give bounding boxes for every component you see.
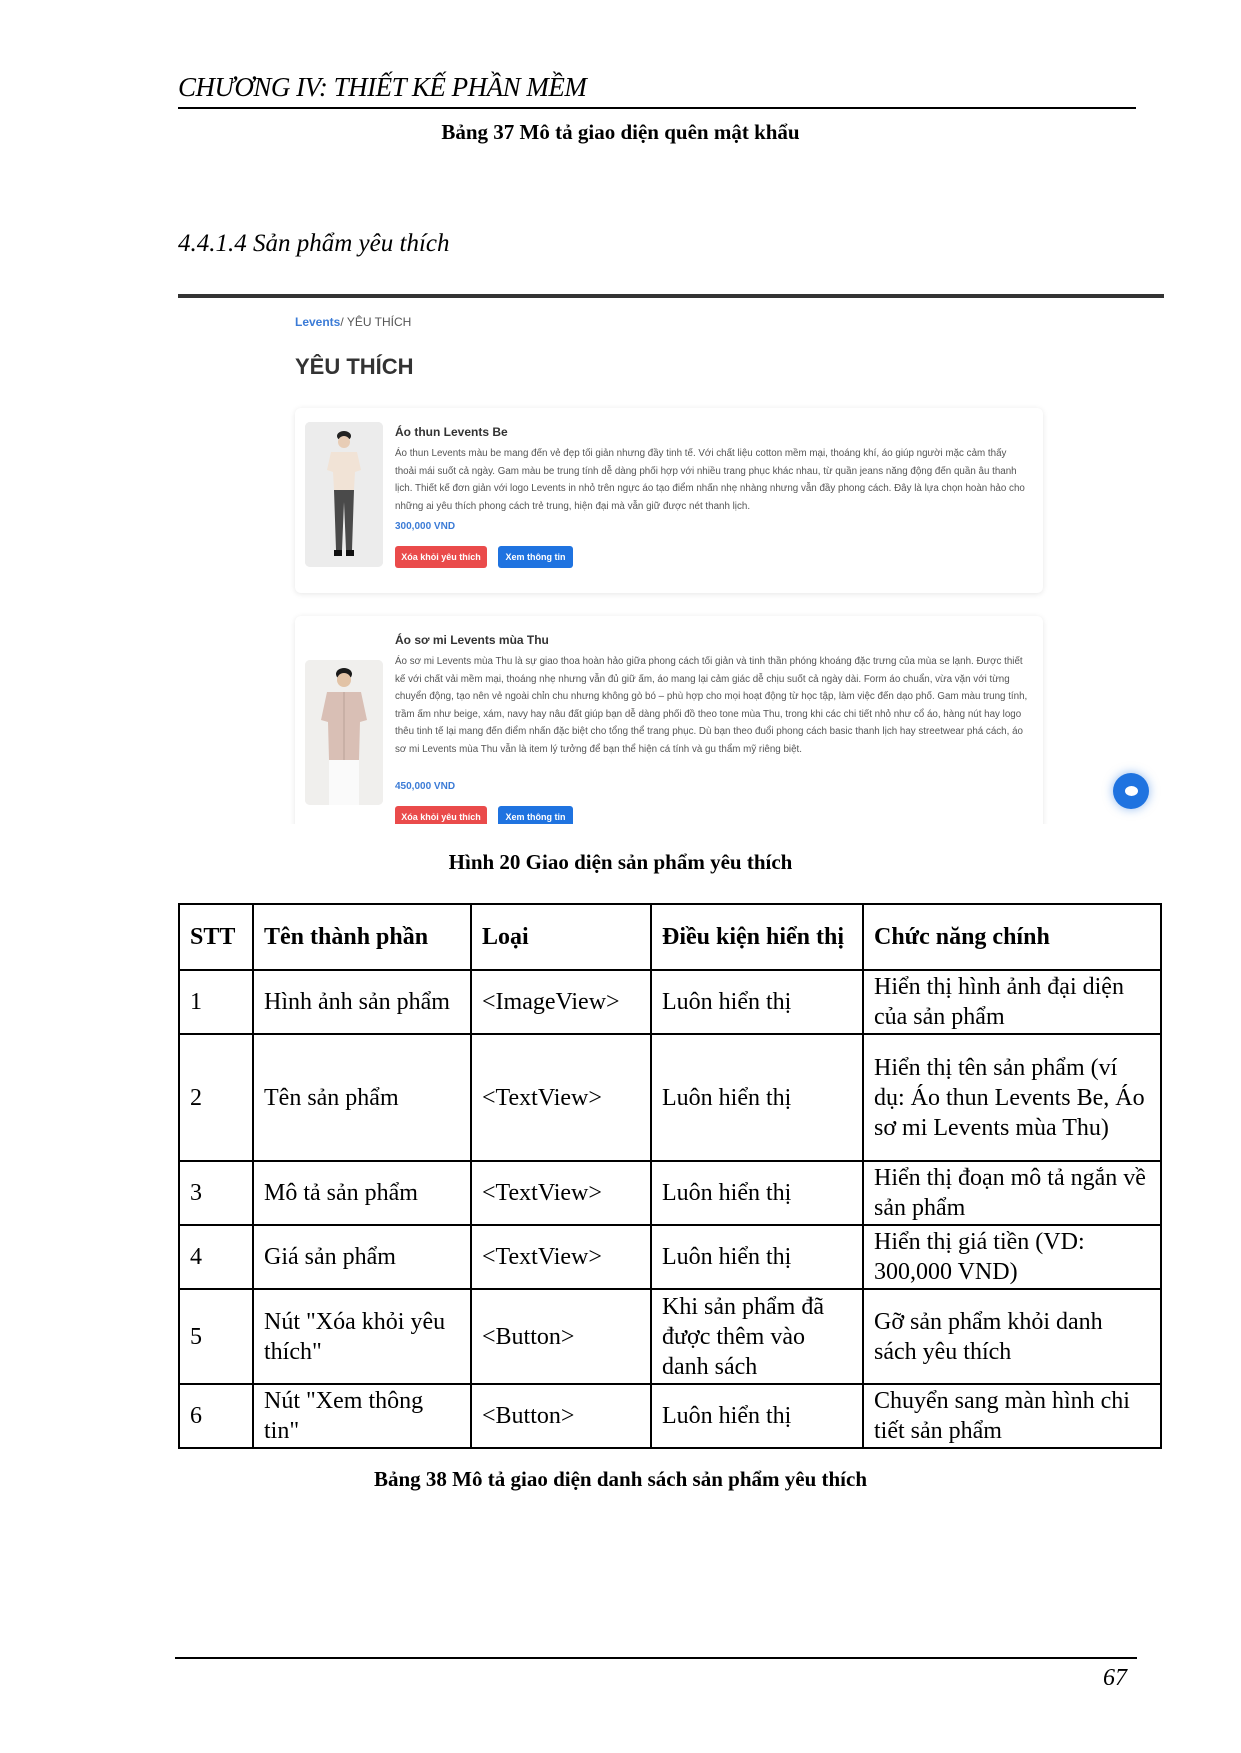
remove-favorite-button[interactable]: Xóa khỏi yêu thích: [395, 546, 487, 568]
cell-condition: Luôn hiển thị: [651, 1161, 863, 1225]
breadcrumb-separator: /: [340, 315, 344, 329]
chat-bubble-icon: [1125, 786, 1138, 796]
product-description: Áo sơ mi Levents mùa Thu là sự giao thoa hoàn hảo giữa phong cách tối giản và tinh thần phóng khoáng đặc trưng của mùa se lạnh. Được thiết kế với chất vải mềm mại, thoáng nhẹ nhưng vẫn đủ giữ ấm, áo mang lại cảm giác dễ chịu suốt cả ngày dài. Form áo chuẩn, vừa vặn với từng chuyển động, tạo nên vẻ ngoài chỉn chu nhưng không gò bó – phù hợp cho mọi hoạt động từ học tập, làm việc đến dạo phố. Gam màu trung tính, trầm ấm như beige, xám, navy hay nâu đất giúp bạn dễ dàng phối đồ theo tone mùa Thu, trong khi các chi tiết nhỏ như cổ áo, hàng nút hay logo thêu tinh tế lại mang đến điểm nhấn đặc biệt cho tổng thể trang phục. Dù bạn theo đuổi phong cách basic thanh lịch hay streetwear phá cách, áo sơ mi Levents mùa Thu vẫn là item lý tưởng để bạn thể hiện cá tính và gu thẩm mỹ riêng biệt.: [395, 656, 1028, 755]
previous-table-caption: Bảng 37 Mô tả giao diện quên mật khẩu: [441, 120, 800, 144]
person-tshirt-icon: [305, 422, 383, 567]
person-shirt-icon: [305, 660, 383, 805]
table-row: [179, 1289, 1161, 1384]
header-component-name: Tên thành phần: [253, 904, 471, 970]
product-description: Áo thun Levents màu be mang đến vẻ đẹp tối giản nhưng đầy tinh tế. Với chất liệu cotton mềm mại, thoáng khí, áo giúp người mặc cảm thấy thoải mái suốt cả ngày. Gam màu be trung tính dễ dàng phối hợp với nhiều trang phục khác nhau, từ quần jeans năng động đến quần âu thanh lịch. Thiết kế đơn giản với logo Levents in nhỏ trên ngực áo tạo điểm nhấn nhẹ nhàng nhưng vẫn đầy phong cách. Đây là lựa chọn hoàn hảo cho những ai yêu thích phong cách trẻ trung, hiện đại mà vẫn giữ được nét thanh lịch.: [395, 448, 1025, 512]
page-title: YÊU THÍCH: [295, 354, 414, 379]
cell-type: <Button>: [471, 1384, 651, 1448]
section-title: 4.4.1.4 Sản phẩm yêu thích: [178, 230, 450, 257]
cell-stt: 3: [179, 1161, 253, 1225]
cell-component: Hình ảnh sản phẩm: [253, 970, 471, 1034]
cell-condition: Khi sản phẩm đã được thêm vào danh sách: [651, 1289, 863, 1384]
cell-condition: Luôn hiển thị: [651, 1384, 863, 1448]
cell-component: Nút "Xem thông tin": [253, 1384, 471, 1448]
cell-component: Mô tả sản phẩm: [253, 1161, 471, 1225]
cell-component: Tên sản phẩm: [253, 1034, 471, 1161]
product-name: Áo sơ mi Levents mùa Thu: [395, 633, 549, 647]
header-rule: [178, 107, 1136, 109]
product-price: 300,000 VND: [395, 521, 456, 532]
cell-component: Nút "Xóa khỏi yêu thích": [253, 1289, 471, 1384]
footer-rule: [175, 1657, 1137, 1659]
cell-condition: Luôn hiển thị: [651, 1034, 863, 1161]
favorites-screenshot: [178, 298, 1164, 824]
breadcrumb: [295, 315, 411, 329]
header-stt: STT: [179, 904, 253, 970]
table-row: [179, 970, 1161, 1034]
cell-function: Hiển thị tên sản phẩm (ví dụ: Áo thun Levents Be, Áo sơ mi Levents mùa Thu): [863, 1034, 1161, 1161]
cell-function: Hiển thị đoạn mô tả ngắn về sản phẩm: [863, 1161, 1161, 1225]
cell-stt: 1: [179, 970, 253, 1034]
view-details-button[interactable]: Xem thông tin: [498, 546, 573, 568]
component-description-table: [178, 903, 1162, 1449]
cell-function: Chuyển sang màn hình chi tiết sản phẩm: [863, 1384, 1161, 1448]
cell-function: Hiển thị hình ảnh đại diện của sản phẩm: [863, 970, 1161, 1034]
breadcrumb-current: YÊU THÍCH: [343, 315, 412, 329]
cell-function: Hiển thị giá tiền (VD: 300,000 VND): [863, 1225, 1161, 1289]
cell-type: <ImageView>: [471, 970, 651, 1034]
breadcrumb-home-link[interactable]: Levents: [295, 315, 341, 329]
product-name: Áo thun Levents Be: [395, 425, 508, 439]
table-caption: Bảng 38 Mô tả giao diện danh sách sản phẩm yêu thích: [373, 1467, 868, 1491]
table-row: [179, 1161, 1161, 1225]
header-display-condition: Điều kiện hiển thị: [651, 904, 863, 970]
cell-condition: Luôn hiển thị: [651, 1225, 863, 1289]
cell-stt: 4: [179, 1225, 253, 1289]
table-row: [179, 1384, 1161, 1448]
cell-stt: 2: [179, 1034, 253, 1161]
chat-button[interactable]: [1113, 773, 1149, 809]
product-price: 450,000 VND: [395, 781, 456, 792]
cell-type: <TextView>: [471, 1034, 651, 1161]
view-details-button[interactable]: Xem thông tin: [498, 806, 573, 824]
cell-type: <Button>: [471, 1289, 651, 1384]
header-type: Loại: [471, 904, 651, 970]
product-image[interactable]: [305, 422, 383, 567]
favorite-product-card: [295, 616, 1043, 824]
page-number: 67: [1103, 1665, 1127, 1691]
cell-condition: Luôn hiển thị: [651, 970, 863, 1034]
table-row: [179, 1034, 1161, 1161]
cell-stt: 6: [179, 1384, 253, 1448]
table-header-row: [179, 904, 1161, 970]
figure-caption: Hình 20 Giao diện sản phẩm yêu thích: [448, 850, 793, 874]
product-image[interactable]: [305, 660, 383, 805]
cell-type: <TextView>: [471, 1161, 651, 1225]
cell-function: Gỡ sản phẩm khỏi danh sách yêu thích: [863, 1289, 1161, 1384]
cell-component: Giá sản phẩm: [253, 1225, 471, 1289]
table-row: [179, 1225, 1161, 1289]
cell-type: <TextView>: [471, 1225, 651, 1289]
cell-stt: 5: [179, 1289, 253, 1384]
remove-favorite-button[interactable]: Xóa khỏi yêu thích: [395, 806, 487, 824]
favorite-product-card: [295, 408, 1043, 593]
header-main-function: Chức năng chính: [863, 904, 1161, 970]
chapter-header: CHƯƠNG IV: THIẾT KẾ PHẦN MỀM: [178, 72, 587, 102]
